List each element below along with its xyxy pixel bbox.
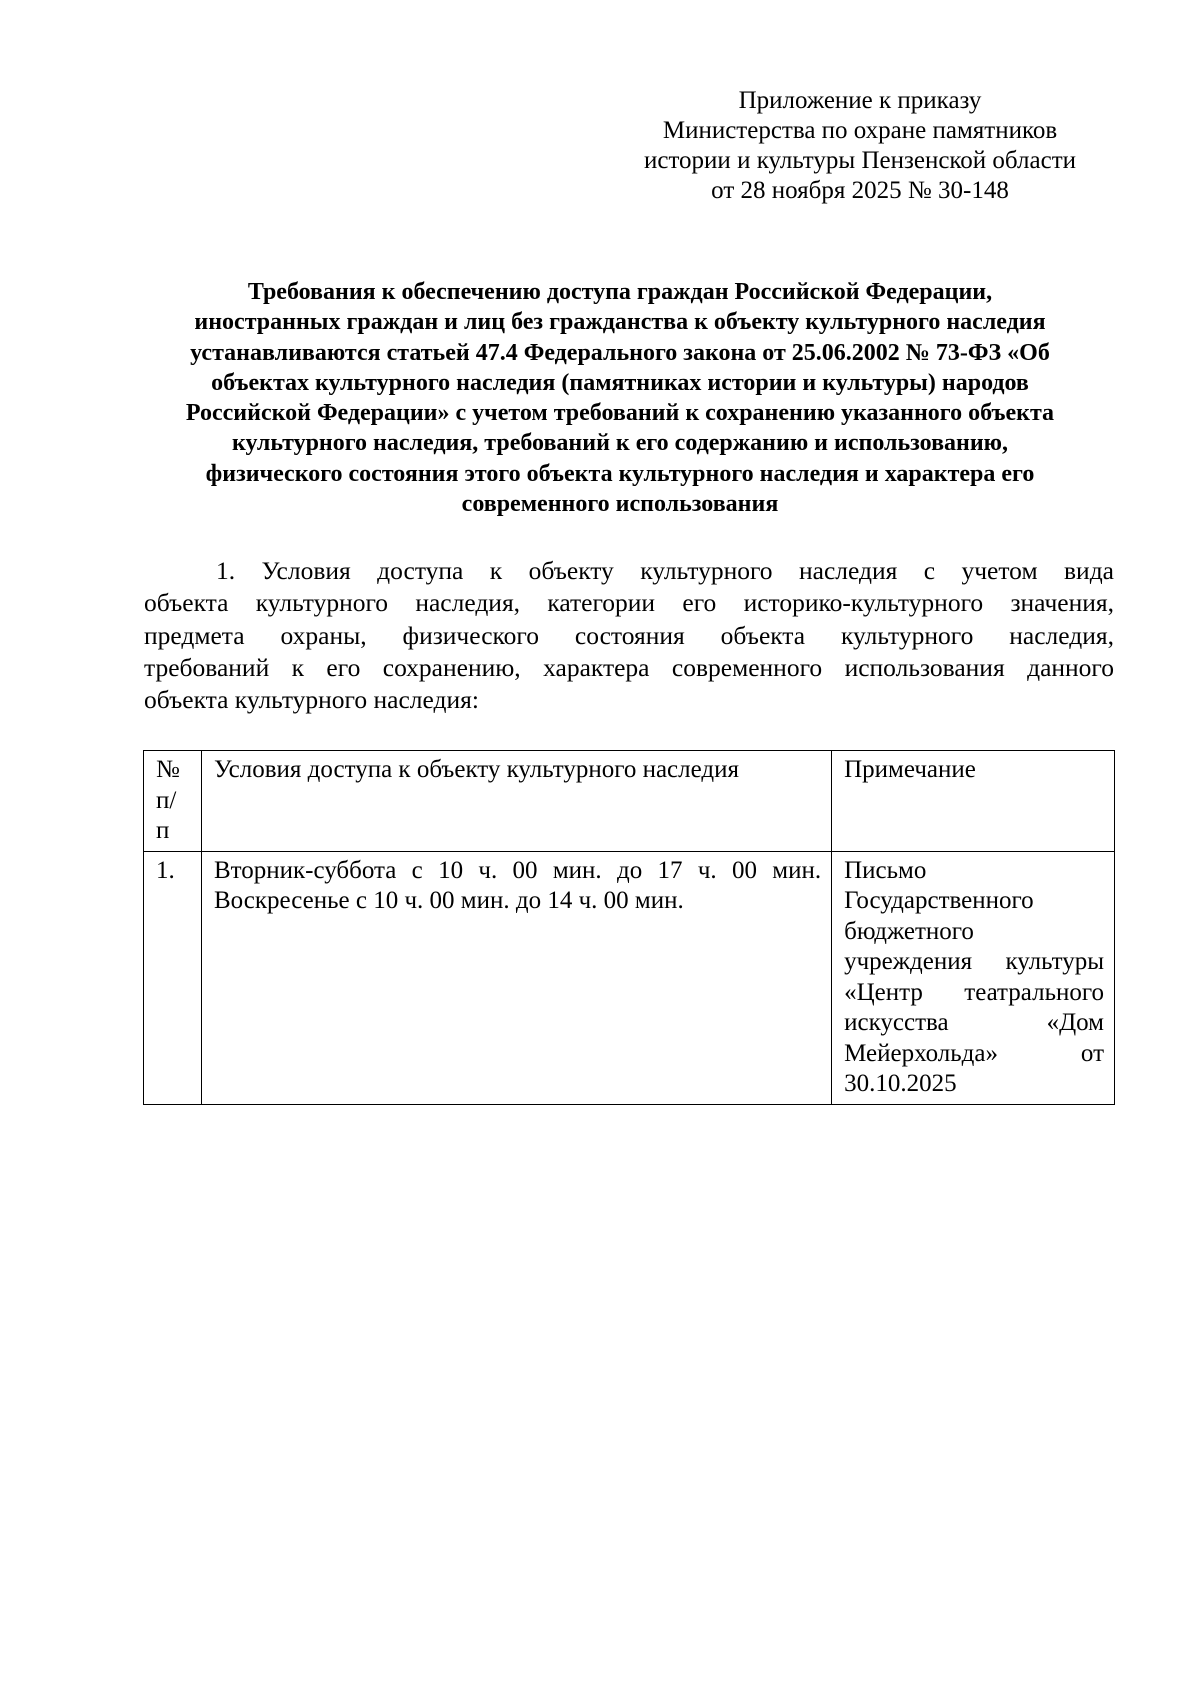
- row-note-cell: [832, 851, 1115, 1104]
- header-conditions-cell: Условия доступа к объекту культурного наследия: [201, 751, 831, 852]
- table-header-row: [144, 751, 1115, 852]
- row-conditions-cell: [201, 851, 831, 1104]
- conditions-line: Воскресенье с 10 ч. 00 мин. до 14 ч. 00 мин.: [213, 887, 684, 914]
- document-heading: [130, 277, 1110, 519]
- heading-line: иностранных граждан и лиц без гражданства к объекту культурного наследия: [194, 309, 1046, 336]
- paragraph-line: предмета охраны, физического состояния объекта культурного наследия,: [144, 620, 1114, 650]
- appendix-block: [600, 86, 1120, 206]
- row-number-cell: 1.: [144, 851, 202, 1104]
- appendix-line: Министерства по охране памятников: [662, 117, 1058, 144]
- note-line: бюджетного: [844, 917, 974, 945]
- heading-line: объектах культурного наследия (памятниках истории и культуры) народов: [211, 369, 1029, 396]
- note-line: 30.10.2025: [844, 1070, 957, 1097]
- conditions-line: Вторник-суббота с 10 ч. 00 мин. до 17 ч. 00 мин.: [213, 856, 822, 884]
- paragraph-line: 1. Условия доступа к объекту культурного наследия с учетом вида: [216, 556, 1114, 585]
- note-line: Государственного: [844, 887, 1034, 914]
- heading-line: культурного наследия, требований к его содержанию и использованию,: [231, 430, 1009, 457]
- header-number-line: п: [156, 817, 170, 844]
- header-number-line: №: [156, 756, 180, 783]
- header-number-cell: [144, 751, 202, 852]
- appendix-line: истории и культуры Пензенской области: [643, 147, 1077, 174]
- paragraph-line: объекта культурного наследия, категории его историко-культурного значения,: [144, 588, 1114, 618]
- note-line: учреждения культуры: [844, 948, 1104, 975]
- appendix-line: Приложение к приказу: [738, 87, 982, 114]
- note-line: Мейерхольда» от: [844, 1039, 1104, 1067]
- paragraph-line: требований к его сохранению, характера современного использования данного: [144, 652, 1114, 682]
- heading-line: Требования к обеспечению доступа граждан Российской Федерации,: [247, 279, 993, 305]
- heading-line: устанавливаются статьей 47.4 Федерального закона от 25.06.2002 № 73-ФЗ «Об: [190, 339, 1050, 366]
- header-number-line: п/: [156, 786, 177, 814]
- heading-line: Российской Федерации» с учетом требований к сохранению указанного объекта: [185, 400, 1055, 427]
- note-line: «Центр театрального: [844, 978, 1104, 1006]
- heading-line: физического состояния этого объекта культурного наследия и характера его: [205, 460, 1035, 487]
- paragraph-1: [144, 555, 1114, 716]
- access-conditions-table: [143, 750, 1115, 1105]
- note-line: Письмо: [844, 856, 927, 884]
- appendix-line: от 28 ноября 2025 № 30-148: [711, 177, 1009, 204]
- paragraph-line: объекта культурного наследия:: [144, 685, 479, 715]
- note-line: искусства «Дом: [844, 1009, 1104, 1036]
- heading-line: современного использования: [461, 491, 779, 518]
- header-note-cell: Примечание: [832, 751, 1115, 852]
- table-row: [144, 851, 1115, 1104]
